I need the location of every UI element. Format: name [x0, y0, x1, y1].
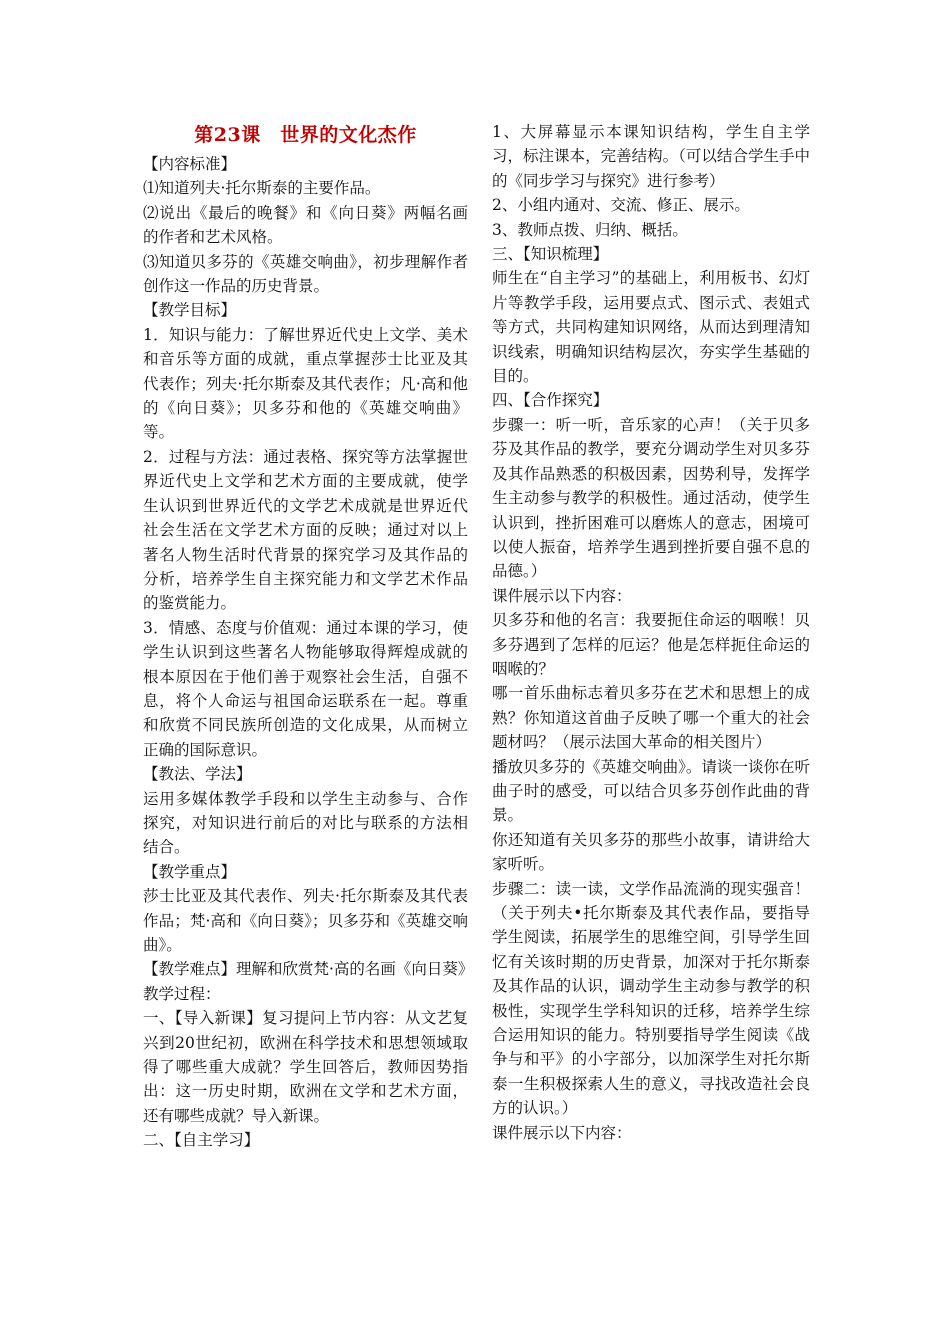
- paragraph: 2．过程与方法：通过表格、探究等方法掌握世界近代史上文学和艺术方面的主要成就，使学生认识到世界近代的文学艺术成就是世界近代社会生活在文学艺术方面的反映；通过对以上著名人物生活时代背景的探究学习及其作品的分析，培养学生自主探究能力和文学艺术作品的鉴赏能力。: [143, 447, 468, 613]
- paragraph: ⑵说出《最后的晚餐》和《向日葵》两幅名画的作者和艺术风格。: [143, 203, 468, 247]
- paragraph: 哪一首乐曲标志着贝多芬在艺术和思想上的成熟？你知道这首曲子反映了哪一个重大的社会题材吗？（展示法国大革命的相关图片）: [492, 684, 810, 752]
- paragraph: 一、【导入新课】复习提问上节内容：从文艺复兴到20世纪初，欧洲在科学技术和思想领域取得了哪些重大成就？学生回答后，教师因势指出：这一历史时期，欧洲在文学和艺术方面，还有哪些成就？导入新课。: [143, 1009, 468, 1125]
- paragraph: 课件展示以下内容：: [492, 586, 632, 605]
- page-title: 第23课 世界的文化杰作: [194, 124, 417, 146]
- paragraph: 2、小组内通对、交流、修正、展示。: [492, 196, 750, 215]
- paragraph: 3、教师点拨、归纳、概括。: [492, 220, 688, 239]
- paragraph: 课件展示以下内容：: [492, 1123, 632, 1142]
- paragraph: ⑶知道贝多芬的《英雄交响曲》，初步理解作者创作这一作品的历史背景。: [143, 252, 468, 296]
- paragraph: 【教学目标】: [143, 301, 237, 320]
- paragraph: 1．知识与能力：了解世界近代史上文学、美术和音乐等方面的成就，重点掌握莎士比亚及其代表作；列夫·托尔斯泰及其代表作；凡·高和他的《向日葵》；贝多芬和他的《英雄交响曲》等。: [143, 325, 468, 442]
- paragraph: 莎士比亚及其代表作、列夫·托尔斯泰及其代表作品；梵·高和《向日葵》；贝多芬和《英雄交响曲》。: [143, 887, 468, 954]
- paragraph: 三、【知识梳理】: [492, 245, 609, 264]
- paragraph: 师生在“自主学习”的基础上，利用板书、幻灯片等教学手段，运用要点式、图示式、表姐式等方式，共同构建知识网络，从而达到理清知识线索，明确知识结构层次，夯实学生基础的目的。: [492, 269, 810, 386]
- paragraph: 播放贝多芬的《英雄交响曲》。请谈一谈你在听曲子时的感受，可以结合贝多芬创作此曲的背景。: [492, 757, 810, 825]
- paragraph: 3．情感、态度与价值观：通过本课的学习，使学生认识到这些著名人物能够取得辉煌成就的根本原因在于他们善于观察社会生活，自强不息，将个人命运与祖国命运联系在一起。尊重和欣赏不同民族所创造的文化成果，从而树立正确的国际意识。: [143, 618, 468, 759]
- paragraph: 运用多媒体教学手段和以学生主动参与、合作探究，对知识进行前后的对比与联系的方法相结合。: [143, 789, 468, 857]
- paragraph: ⑴知道列夫·托尔斯泰的主要作品。: [143, 179, 381, 198]
- paragraph: 你还知道有关贝多芬的那些小故事，请讲给大家听听。: [492, 830, 810, 874]
- left-column: [143, 120, 474, 1153]
- paragraph: 【教法、学法】: [143, 765, 252, 784]
- paragraph: 二、【自主学习】: [143, 1131, 260, 1150]
- paragraph: 贝多芬和他的名言：我要扼住命运的咽喉！贝多芬遇到了怎样的厄运？他是怎样扼住命运的咽喉的？: [492, 611, 810, 678]
- paragraph: 四、【合作探究】: [492, 391, 609, 410]
- paragraph: 步骤一：听一听，音乐家的心声！（关于贝多芬及其作品的教学，要充分调动学生对贝多芬及其作品熟悉的积极因素，因势利导，发挥学生主动参与教学的积极性。通过活动，使学生认识到，挫折困难可以磨炼人的意志，困境可以使人振奋，培养学生遇到挫折要自强不息的品德。）: [492, 415, 810, 581]
- paragraph: 【内容标准】: [143, 155, 237, 173]
- paragraph: 【教学重点】: [143, 862, 237, 881]
- paragraph: 教学过程：: [143, 984, 221, 1003]
- paragraph: 1、大屏幕显示本课知识结构，学生自主学习，标注课本，完善结构。（可以结合学生手中的《同步学习与探究》进行参考）: [492, 123, 810, 190]
- right-column: [492, 120, 810, 1145]
- paragraph: 步骤二：读一读，文学作品流淌的现实强音！（关于列夫•托尔斯泰及其代表作品，要指导学生阅读，拓展学生的思维空间，引导学生回忆有关该时期的历史背景，加深对于托尔斯泰及其作品的认识，调动学生主动参与教学的积极性，实现学生学科知识的迁移，培养学生综合运用知识的能力。特别要指导学生阅读《战争与和平》的小字部分，以加深学生对托尔斯泰一生积极探索人生的意义，寻找改造社会良方的认识。）: [492, 879, 810, 1118]
- paragraph: 【教学难点】理解和欣赏梵·高的名画《向日葵》: [143, 960, 474, 979]
